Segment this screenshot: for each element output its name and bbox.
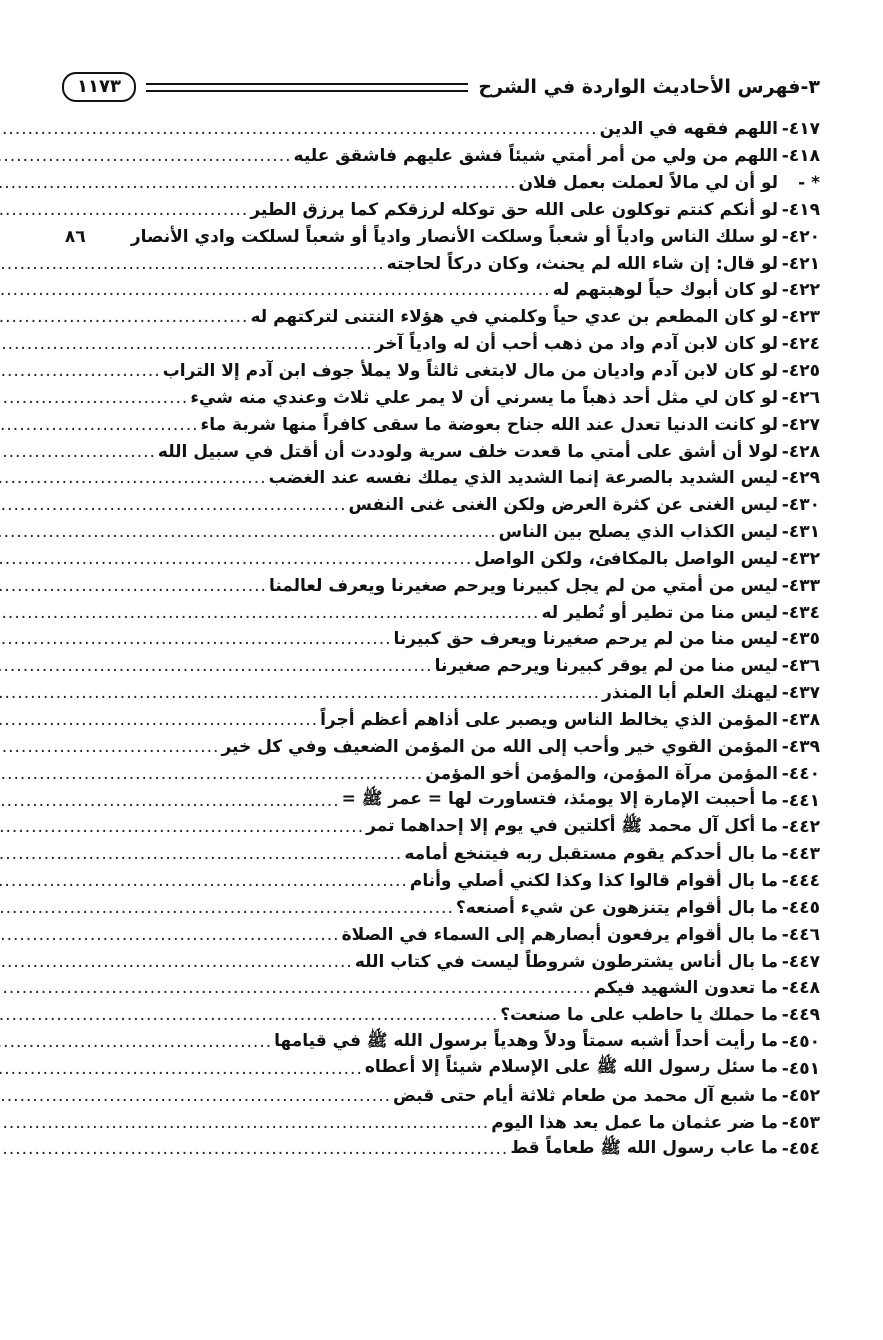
leader-dots [0,925,340,945]
index-entry [86,170,820,197]
index-entry [86,653,820,680]
entry-number: ٤٥٠- [781,1032,820,1053]
index-entry [86,599,820,626]
entry-text: لو أنكم كنتم توكلون على الله حق توكله لرزقكم كما يرزق الطير [250,199,778,220]
entry-text: ما سئل رسول الله ﷺ على الإسلام شيئاً إلا أعطاه [364,1057,778,1078]
leader-dots [0,200,248,220]
entry-number: ٤٣٤- [781,602,820,623]
index-entry [86,197,820,224]
page-header [62,70,820,104]
leader-dots [0,791,340,811]
index-entry [86,519,820,546]
entry-number: ٤٢٦- [781,387,820,408]
entry-text: المؤمن الذي يخالط الناس ويصبر على أذاهم أعظم أجراً [320,709,778,730]
entry-text: ليس الواصل بالمكافئ، ولكن الواصل [474,548,778,569]
index-entry [86,975,820,1002]
entry-number: ٤٣٦- [781,656,820,677]
entry-text: ما بال أقوام قالوا كذا وكذا لكني أصلي وأنام [409,871,778,892]
leader-dots [0,576,267,596]
index-entry [86,492,820,519]
entry-text: لو سلك الناس وادياً أو شعباً وسلكت الأنصار وادياً أو شعباً لسلكت وادي الأنصار [130,226,778,247]
leader-dots [0,1139,508,1159]
entry-number: ٤٣٢- [781,548,820,569]
leader-dots [0,1032,272,1052]
index-entry [86,572,820,599]
entry-text: ما حملك يا حاطب على ما صنعت؟ [500,1005,778,1026]
section-title: ٣-فهرس الأحاديث الواردة في الشرح [478,76,820,98]
entry-number: ٤٤٩- [781,1005,820,1026]
entry-number: ٤١٩- [781,199,820,220]
entry-text: لو كانت الدنيا تعدل عند الله جناح بعوضة ما سقى كافراً منها شربة ماء [200,414,778,435]
leader-dots [0,656,433,676]
leader-dots [0,307,248,327]
index-entry [86,1029,820,1056]
entry-text: اللهم من ولي من أمر أمتي شيئاً فشق عليهم فاشقق عليه [293,146,778,167]
leader-dots [0,1113,489,1133]
entry-number: ٤٢٥- [781,361,820,382]
entry-number: * - [798,173,820,194]
leader-dots [0,1059,363,1079]
entry-text: ليس الغنى عن كثرة العرض ولكن الغنى غنى النفس [348,495,778,516]
index-entry [86,304,820,331]
entry-number: ٤٤٢- [781,817,820,838]
entry-text: ليس من أمتي من لم يجل كبيرنا ويرحم صغيرنا ويعرف لعالمنا [268,575,778,596]
entry-number: ٤١٧- [781,119,820,140]
leader-dots [0,280,551,300]
entry-text: ليس الكذاب الذي يصلح بين الناس [498,522,778,543]
header-rule [146,83,468,92]
leader-dots [0,710,318,730]
leader-dots [0,146,292,166]
entry-number: ٤٣٠- [781,495,820,516]
entry-number: ٤٤٣- [781,844,820,865]
entry-text: لو كان المطعم بن عدي حياً وكلمني في هؤلاء النتنى لتركتهم له [250,307,778,328]
index-entry [86,707,820,734]
leader-dots [0,549,472,569]
entry-number: ٤٢٠- [781,226,820,247]
entry-number: ٤٣٧- [781,683,820,704]
index-entry [86,787,820,814]
leader-dots [0,898,454,918]
entry-text: ليس الشديد بالصرعة إنما الشديد الذي يملك نفسه عند الغضب [268,468,778,489]
index-entry [86,384,820,411]
leader-dots [0,978,592,998]
leader-dots [0,629,392,649]
index-entry [86,1136,820,1163]
entry-text: لو كان أبوك حياً لوهبتهم له [552,280,778,301]
entry-text: المؤمن مرآة المؤمن، والمؤمن أخو المؤمن [425,763,778,784]
leader-dots [0,737,219,757]
entry-text: لو كان لابن آدم واد من ذهب أحب أن له وادياً آخر [374,334,778,355]
index-entry [86,733,820,760]
index-entry [86,438,820,465]
hadith-index-list [64,116,820,1163]
entry-number: ٤١٨- [781,146,820,167]
index-entry [86,143,820,170]
index-entry [86,1082,820,1109]
entry-number: ٤٥٣- [781,1112,820,1133]
entry-text: ما تعدون الشهيد فيكم [593,978,778,999]
leader-dots [0,683,600,703]
entry-number: ٤٢٤- [781,334,820,355]
index-entry [86,358,820,385]
leader-dots [0,254,385,274]
entry-number: ٤٢٧- [781,414,820,435]
entry-text: ما عاب رسول الله ﷺ طعاماً قط [510,1137,778,1158]
entry-number: ٤٣٣- [781,575,820,596]
leader-dots [0,1086,391,1106]
entry-text: لو كان لي مثل أحد ذهباً ما يسرني أن لا يمر علي ثلاث وعندي منه شيء [190,387,778,408]
entry-text: لو كان لابن آدم واديان من مال لابتغى ثالثاً ولا يملأ جوف ابن آدم إلا التراب [162,361,778,382]
entry-text: ما أحببت الإمارة إلا يومئذ، فتساورت لها = عمر ﷺ = [341,789,778,810]
index-entry [86,1002,820,1029]
entry-text: ما ضر عثمان ما عمل بعد هذا اليوم [491,1112,778,1133]
entry-number: ٤٤٦- [781,924,820,945]
entry-text: ما شبع آل محمد من طعام ثلاثة أيام حتى قبض [393,1085,778,1106]
index-entry [86,921,820,948]
entry-number: ٤٣٨- [781,709,820,730]
entry-number: ٤٤٥- [781,897,820,918]
index-entry [86,841,820,868]
entry-number: ٤٢٩- [781,468,820,489]
index-entry [86,546,820,573]
leader-dots [0,495,347,515]
index-entry [86,760,820,787]
entry-number: ٤٤٨- [781,978,820,999]
leader-dots [0,871,408,891]
entry-text: لو قال: إن شاء الله لم يحنث، وكان دركاً لحاجته [386,253,778,274]
entry-text: ما بال أقوام يتنزهون عن شيء أصنعه؟ [455,897,778,918]
entry-text: ما بال أحدكم يقوم مستقبل ربه فيتنخع أمامه [404,844,778,865]
leader-dots [0,844,402,864]
page-number-badge: ١١٧٣ [62,72,136,102]
index-entry [86,1056,820,1083]
entry-number: ٤٤٤- [781,871,820,892]
index-entry [86,814,820,841]
entry-number: ٤٣١- [781,522,820,543]
entry-text: لو أن لي مالاً لعملت بعمل فلان [518,173,778,194]
leader-dots [0,361,161,381]
entry-number: ٤٤٧- [781,951,820,972]
entry-number: ٤٣٩- [781,736,820,757]
entry-number: ٤٢٨- [781,441,820,462]
entry-text: لولا أن أشق على أمتي ما قعدت خلف سرية ولوددت أن أقتل في سبيل الله [157,441,778,462]
index-entry [86,948,820,975]
entry-text: اللهم فقهه في الدين [599,119,778,140]
entry-text: ليهنك العلم أبا المنذر [602,683,778,704]
entry-number: ٤٢٣- [781,307,820,328]
index-entry [86,626,820,653]
entry-page-ref: ٨٦ [64,226,86,247]
entry-number: ٤٤١- [781,790,820,811]
entry-text: ليس منا من لم يوقر كبيرنا ويرحم صغيرنا [434,656,778,677]
index-entry [86,680,820,707]
leader-dots [0,952,353,972]
leader-dots [0,415,199,435]
entry-number: ٤٣٥- [781,629,820,650]
index-entry [86,868,820,895]
entry-text: ما أكل آل محمد ﷺ أكلتين في يوم إلا إحداهما تمر [366,815,778,836]
entry-number: ٤٢١- [781,253,820,274]
entry-number: ٤٢٢- [781,280,820,301]
entry-text: المؤمن القوي خير وأحب إلى الله من المؤمن الضعيف وفي كل خير [221,736,778,757]
leader-dots [0,334,373,354]
leader-dots [0,388,188,408]
leader-dots [0,468,267,488]
index-entry [86,331,820,358]
index-entry [86,116,820,143]
leader-dots [0,603,539,623]
entry-text: ليس منا من لم يرحم صغيرنا ويعرف حق كبيرنا [393,629,778,650]
entry-text: ما رأيت أحداً أشبه سمتاً ودلاً وهدياً برسول الله ﷺ في قيامها [274,1030,778,1051]
entry-number: ٤٤٠- [781,763,820,784]
entry-text: ما بال أقوام يرفعون أبصارهم إلى السماء في الصلاة [341,924,778,945]
index-entry [86,1109,820,1136]
entry-number: ٤٥٢- [781,1085,820,1106]
entry-text: ليس منا من تطير أو تُطير له [541,602,778,623]
leader-dots [0,1005,498,1025]
leader-dots [0,522,497,542]
entry-number: ٤٥٤- [781,1139,820,1160]
leader-dots [0,173,517,193]
index-entry [86,465,820,492]
leader-dots [0,817,364,837]
entry-number: ٤٥١- [781,1058,820,1079]
leader-dots [0,119,598,139]
index-entry [86,411,820,438]
entry-text: ما بال أناس يشترطون شروطاً ليست في كتاب الله [354,951,778,972]
leader-dots [0,764,423,784]
index-entry [64,223,820,250]
index-entry [86,894,820,921]
leader-dots [0,442,156,462]
index-entry [86,277,820,304]
index-entry [86,250,820,277]
